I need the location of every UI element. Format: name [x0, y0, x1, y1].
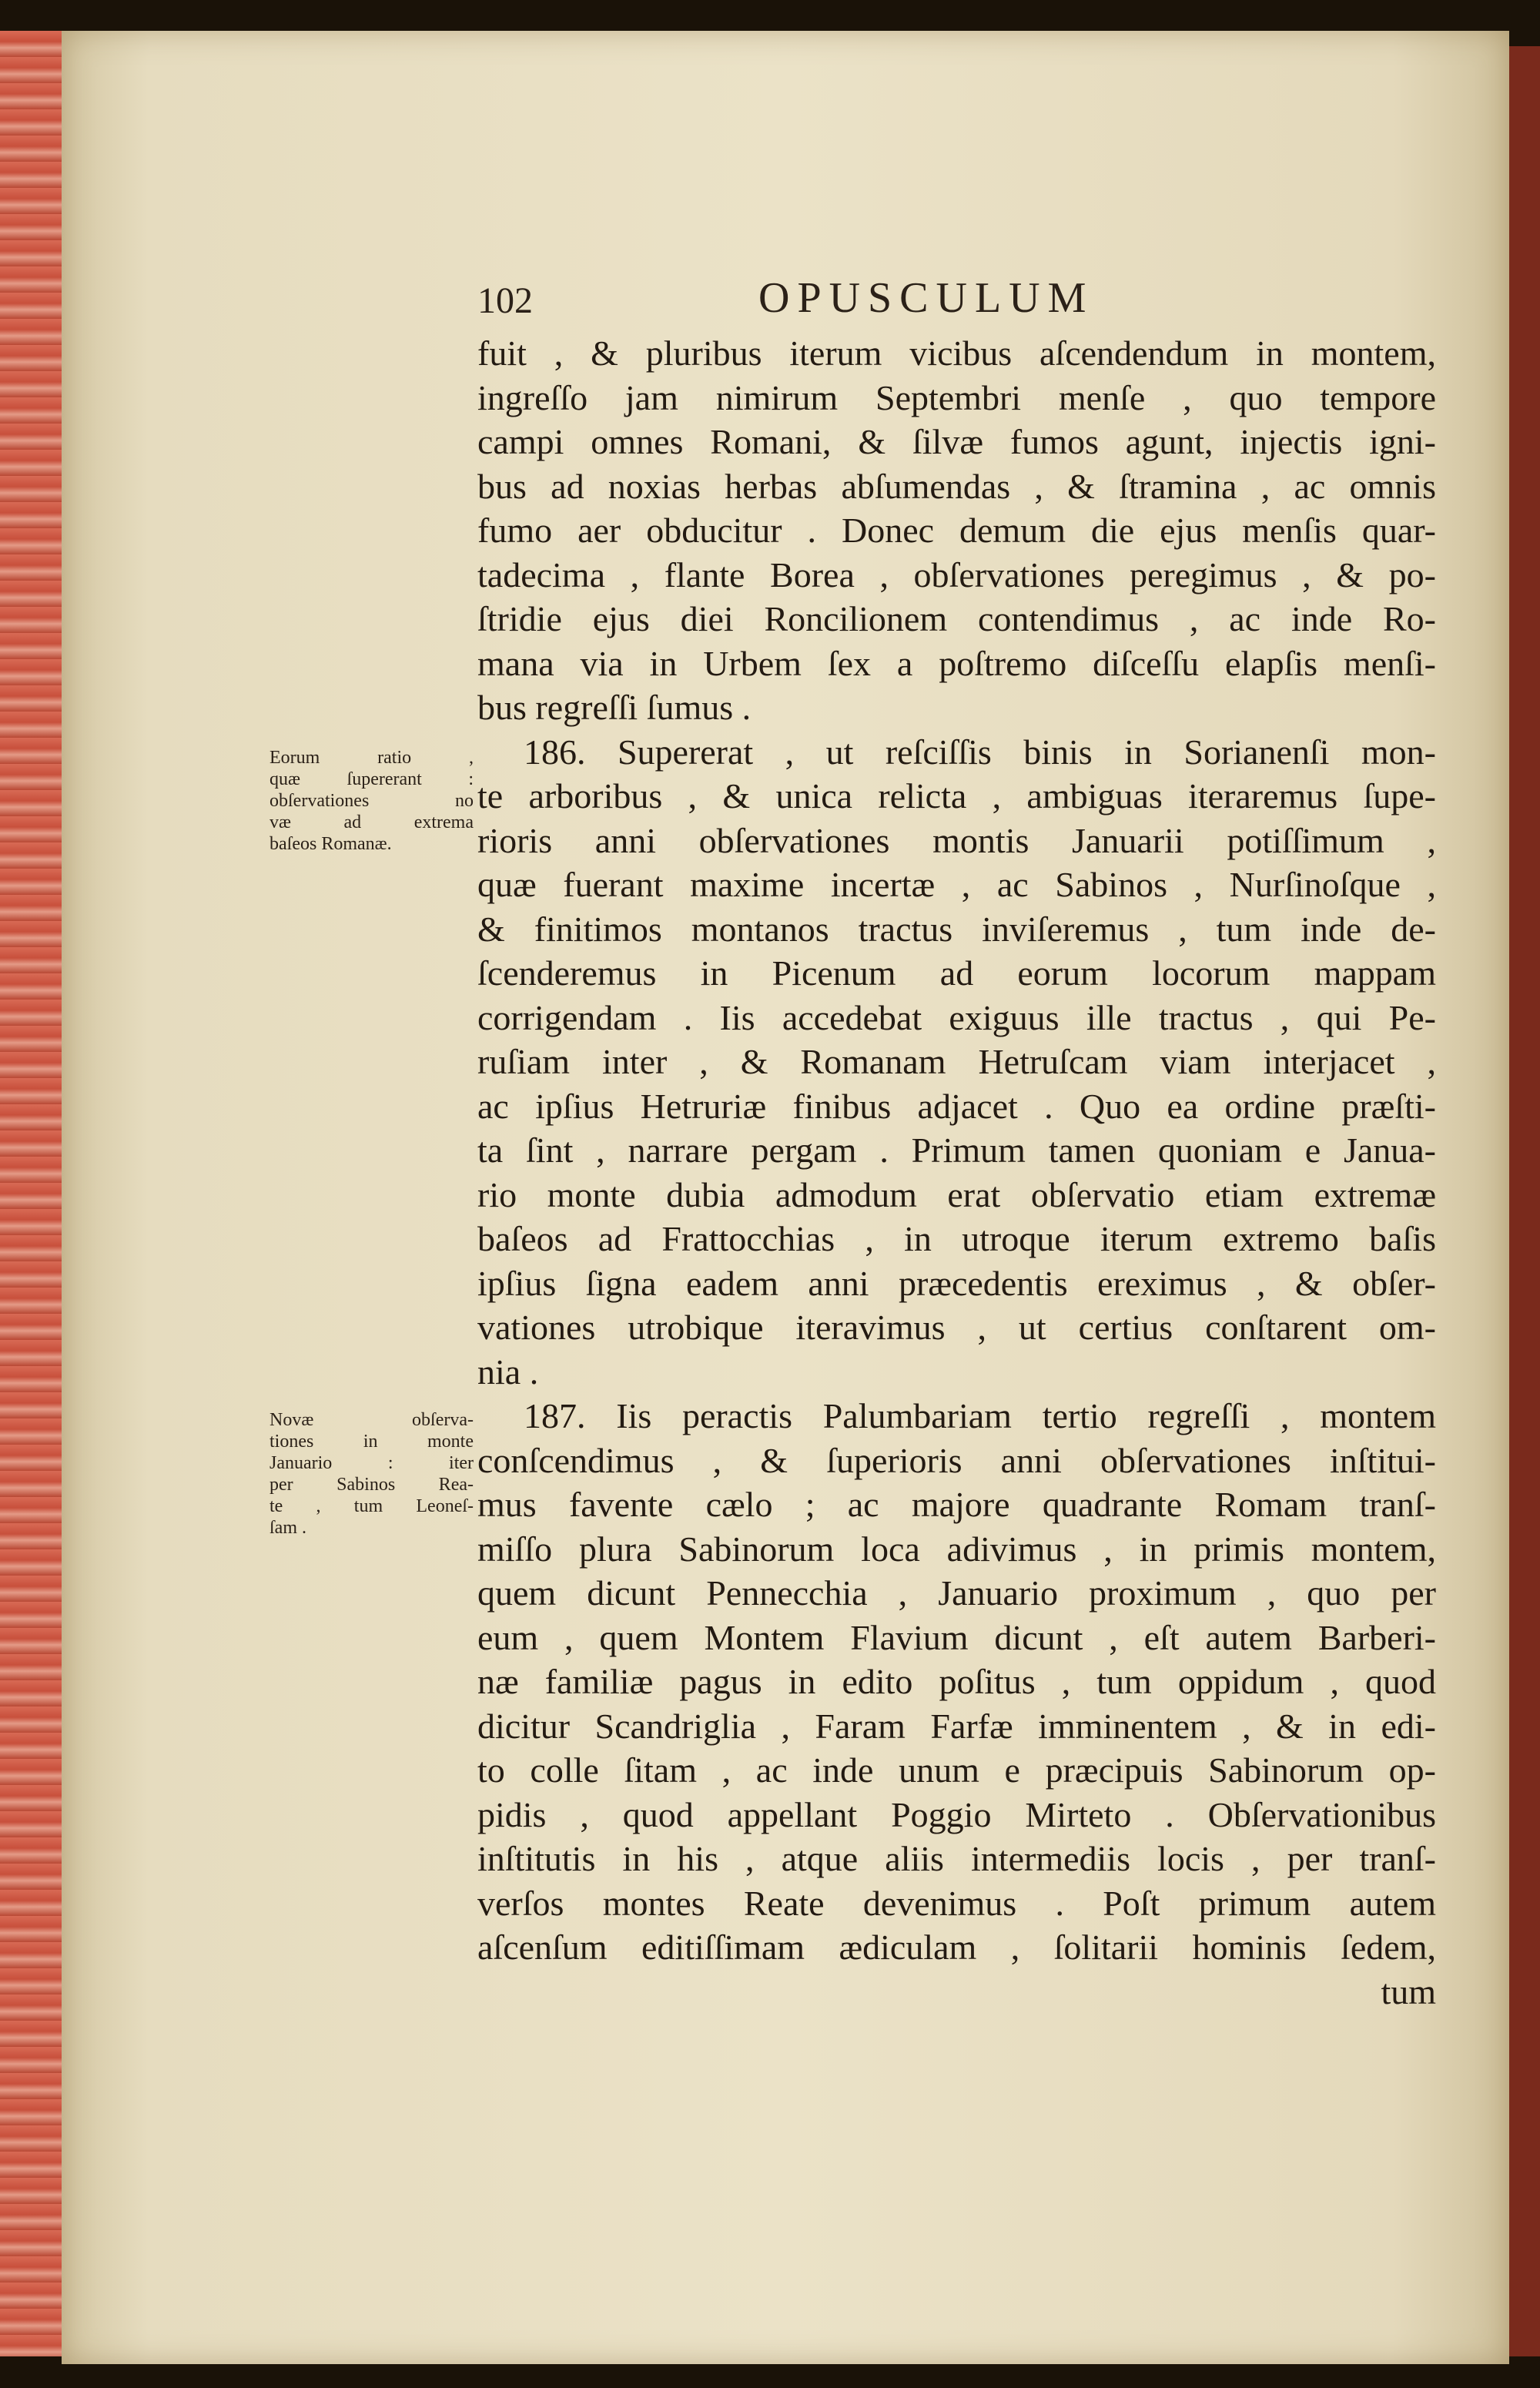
text-line: corrigendam . Iis accedebat exiguus ille tractus , qui Pe-: [477, 997, 1436, 1037]
text-line: mana via in Urbem ſex a poſtremo diſceſſu elapſis menſi-: [477, 643, 1436, 683]
text-line: & finitimos montanos tractus inviſeremus , tum inde de-: [477, 909, 1436, 949]
text-line: nia .: [477, 1351, 539, 1392]
text-line: ruſiam inter , & Romanam Hetruſcam viam interjacet ,: [477, 1042, 1436, 1081]
text-line: te arboribus , & unica relicta , ambiguas iteraremus ſupe-: [477, 776, 1436, 816]
text-line: ingreſſo jam nimirum Septembri menſe , quo tempore: [477, 377, 1436, 417]
text-line: bus ad noxias herbas abſumendas , & ſtramina , ac omnis: [477, 466, 1436, 506]
marginal-line: Novæ obſerva-: [270, 1410, 474, 1430]
running-title: OPUSCULUM: [758, 274, 1094, 322]
text-line: rio monte dubia admodum erat obſervatio etiam extremæ: [477, 1174, 1436, 1214]
text-line: baſeos ad Frattocchias , in utroque iterum extremo baſis: [477, 1219, 1436, 1258]
text-line: næ familiæ pagus in edito poſitus , tum oppidum , quod: [477, 1662, 1436, 1701]
text-line: fuit , & pluribus iterum vicibus aſcendendum in montem,: [477, 333, 1436, 373]
text-line: eum , quem Montem Flavium dicunt , eſt autem Barberi-: [477, 1617, 1436, 1657]
text-line: miſſo plura Sabinorum loca adivimus , in primis montem,: [477, 1529, 1436, 1569]
text-line: rioris anni obſervationes montis Januarii potiſſimum ,: [477, 820, 1436, 860]
text-line: ta ſint , narrare pergam . Primum tamen quoniam e Janua-: [477, 1130, 1436, 1170]
text-line: vationes utrobique iteravimus , ut certius conſtarent om-: [477, 1308, 1436, 1347]
marginal-note-187: [270, 1409, 474, 1539]
text-line: pidis , quod appellant Poggio Mirteto . Obſervationibus: [477, 1794, 1436, 1834]
text-line: ac ipſius Hetruriæ finibus adjacet . Quo ea ordine præſti-: [477, 1086, 1436, 1126]
text-line: bus regreſſi ſumus .: [477, 688, 752, 727]
marginal-line: væ ad extrema: [270, 812, 474, 832]
text-line: inſtitutis in his , atque aliis intermediis locis , per tranſ-: [477, 1839, 1436, 1878]
text-line: quæ fuerant maxime incertæ , ac Sabinos , Nurſinoſque ,: [477, 865, 1436, 904]
marginal-line: quæ ſupererant :: [270, 769, 474, 789]
text-line: mus favente cælo ; ac majore quadrante Romam tranſ-: [477, 1485, 1436, 1524]
marginal-line: baſeos Romanæ.: [270, 834, 392, 854]
text-line: ſcenderemus in Picenum ad eorum locorum mappam: [477, 953, 1436, 993]
marginal-line: tiones in monte: [270, 1432, 474, 1452]
text-line: to colle ſitam , ac inde unum e præcipuis Sabinorum op-: [477, 1750, 1436, 1790]
binding-edge-right: [1509, 46, 1540, 2356]
marginal-line: ſam .: [270, 1518, 306, 1538]
text-line: aſcenſum editiſſimam ædiculam , ſolitarii hominis ſedem,: [477, 1927, 1436, 1967]
marginal-line: te , tum Leoneſ-: [270, 1496, 474, 1516]
text-line: ipſius ſigna eadem anni præcedentis ereximus , & obſer-: [477, 1263, 1436, 1303]
marginal-line: obſervationes no: [270, 791, 474, 811]
text-line: dicitur Scandriglia , Faram Farfæ imminentem , & in edi-: [477, 1706, 1436, 1746]
marginal-note-186: [270, 747, 474, 855]
marginal-line: Eorum ratio ,: [270, 748, 474, 768]
text-line: verſos montes Reate devenimus . Poſt primum autem: [477, 1883, 1436, 1923]
text-line: campi omnes Romani, & ſilvæ fumos agunt, injectis igni-: [477, 422, 1436, 461]
paragraph-186-start: 186. Supererat , ut reſciſſis binis in Sorianenſi mon-: [524, 732, 1436, 772]
paragraph-187-start: 187. Iis peractis Palumbariam tertio regreſſi , montem: [524, 1396, 1436, 1435]
text-line: conſcendimus , & ſuperioris anni obſervationes inſtitui-: [477, 1440, 1436, 1480]
marginal-line: per Sabinos Rea-: [270, 1475, 474, 1495]
marginal-line: Januario : iter: [270, 1453, 474, 1473]
text-line: ſtridie ejus diei Roncilionem contendimus , ac inde Ro-: [477, 599, 1436, 638]
catchword: tum: [1381, 1971, 1436, 2011]
page-number: 102: [477, 280, 533, 321]
text-line: fumo aer obducitur . Donec demum die ejus menſis quar-: [477, 511, 1436, 550]
text-line: tadecima , flante Borea , obſervationes peregimus , & po-: [477, 554, 1436, 594]
body-text: [477, 331, 1436, 2014]
text-line: quem dicunt Pennecchia , Januario proximum , quo per: [477, 1573, 1436, 1613]
page-header: [408, 273, 1436, 335]
